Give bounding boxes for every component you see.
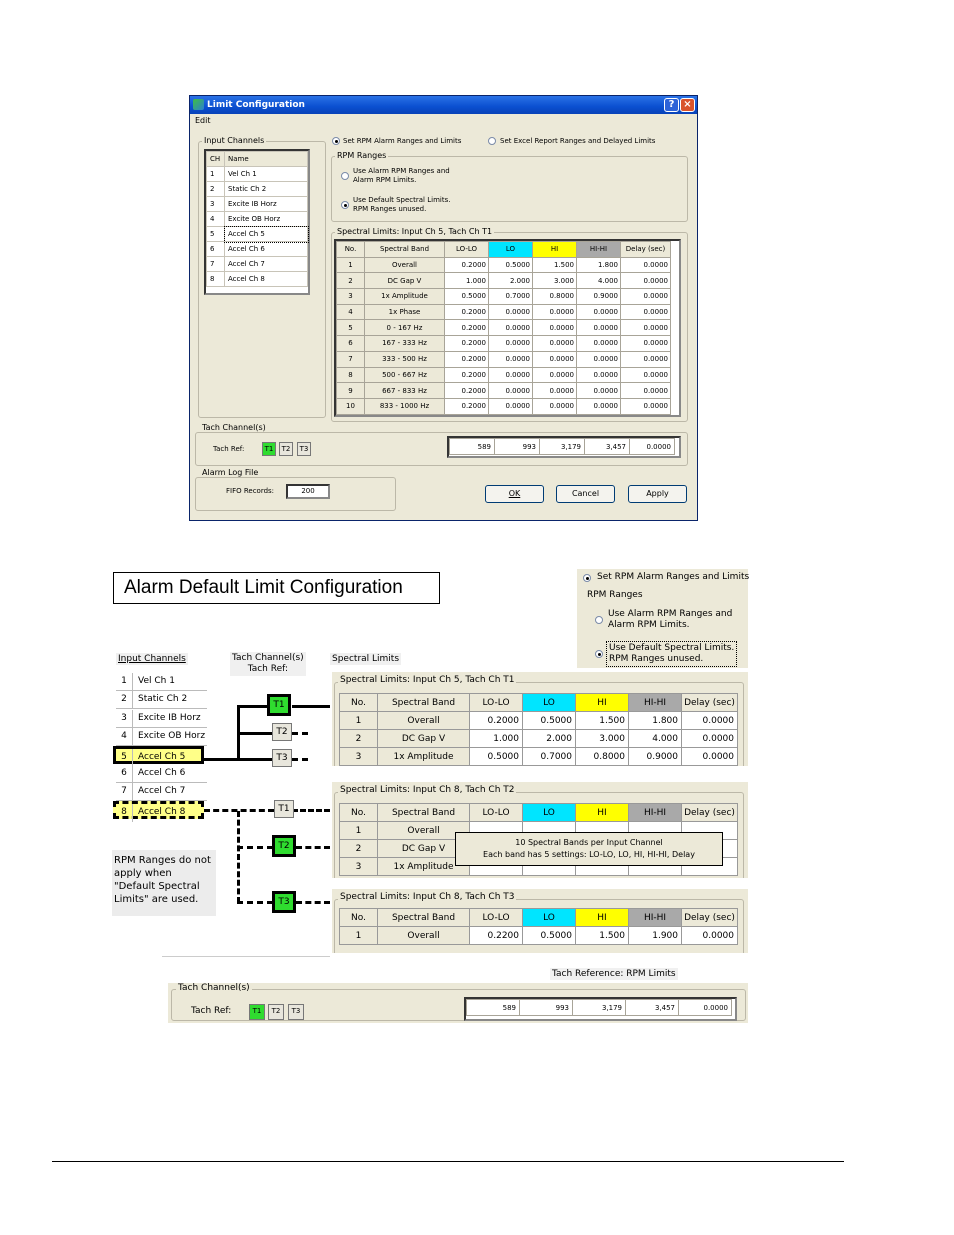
panel-header-cell: Delay (sec): [682, 694, 738, 712]
spectral-cell[interactable]: 0.5000: [489, 257, 533, 273]
panel-cell: 2.000: [523, 730, 576, 748]
channel-row[interactable]: [207, 167, 308, 182]
spectral-cell[interactable]: 0.0000: [577, 398, 621, 414]
spectral-cell[interactable]: 0.2000: [445, 367, 489, 383]
panel-cell: 0.0000: [682, 748, 738, 766]
spectral-row: [337, 320, 671, 336]
connector-t2-out: [292, 732, 308, 735]
spectral-cell[interactable]: 0.2000: [445, 383, 489, 399]
spectral-cell[interactable]: 0.0000: [621, 367, 671, 383]
diagram-channel-name: Vel Ch 1: [138, 676, 175, 686]
spectral-cell[interactable]: 0.0000: [621, 320, 671, 336]
panel-cell: 1.800: [629, 712, 682, 730]
diagram-channel-name: Accel Ch 8: [138, 807, 186, 818]
channel-name: Accel Ch 6: [225, 242, 308, 257]
spectral-cell[interactable]: 4.000: [577, 273, 621, 289]
fifo-records-input[interactable]: 200: [286, 484, 330, 499]
panel-header-cell: No.: [340, 804, 378, 822]
spectral-cell[interactable]: 0.0000: [621, 398, 671, 414]
spectral-cell[interactable]: 0.0000: [621, 273, 671, 289]
panel-cell: 1x Amplitude: [378, 748, 470, 766]
connector-t3-a: [237, 758, 273, 761]
spectral-cell[interactable]: 0.0000: [533, 304, 577, 320]
channel-name: Accel Ch 5: [225, 227, 308, 242]
spectral-cell: 6: [337, 336, 365, 352]
channel-name: Excite IB Horz: [225, 197, 308, 212]
spectral-cell[interactable]: 0.0000: [489, 351, 533, 367]
diagram-channel-row: [113, 746, 204, 764]
spectral-cell[interactable]: 0.0000: [621, 289, 671, 305]
diagram-channel-name: Excite IB Horz: [138, 712, 201, 723]
spectral-header-cell: HI: [533, 242, 577, 258]
channel-number: 5: [207, 227, 225, 242]
spectral-header-cell: LO-LO: [445, 242, 489, 258]
fifo-records-label: FIFO Records:: [226, 487, 275, 495]
spectral-cell: 3: [337, 289, 365, 305]
spectral-cell[interactable]: 0.0000: [489, 320, 533, 336]
diagram-tach-group-label: Tach Channel(s): [178, 983, 250, 993]
panel-header-cell: Delay (sec): [682, 909, 738, 927]
spectral-cell[interactable]: 0.0000: [489, 383, 533, 399]
set-excel-radio[interactable]: [488, 137, 496, 145]
connector-ch8-t1-out: [292, 809, 330, 812]
spectral-cell[interactable]: 0.0000: [621, 336, 671, 352]
panel-header-row: [340, 909, 738, 927]
spectral-cell[interactable]: 0.0000: [577, 320, 621, 336]
spectral-cell: 9: [337, 383, 365, 399]
panel-1-label: Spectral Limits: Input Ch 5, Tach Ch T1: [340, 675, 515, 685]
diagram-channel-row: [116, 783, 207, 801]
panel-header-cell: Delay (sec): [682, 804, 738, 822]
panel-cell: 0.8000: [576, 748, 629, 766]
channel-row[interactable]: [207, 212, 308, 227]
diagram-channel-name: Excite OB Horz: [138, 730, 206, 741]
panel-cell: 1.000: [470, 730, 523, 748]
node-t3: T3: [272, 749, 292, 767]
panel-cell: 0.5000: [523, 927, 576, 945]
close-icon[interactable]: ×: [680, 98, 695, 112]
diagram-channel-number: 3: [116, 710, 133, 728]
channel-row[interactable]: [207, 272, 308, 287]
spectral-header-cell: Delay (sec): [621, 242, 671, 258]
spectral-cell[interactable]: 0.0000: [489, 304, 533, 320]
diagram-channel-name: Accel Ch 5: [138, 752, 186, 763]
panel-2-label: Spectral Limits: Input Ch 8, Tach Ch T2: [340, 785, 515, 795]
panel-cell: 0.5000: [523, 712, 576, 730]
connector-t2-a: [237, 732, 273, 735]
diagram-channel-row: [116, 673, 207, 691]
spectral-row: [337, 257, 671, 273]
spectral-cell: 4: [337, 304, 365, 320]
panel-cell: Overall: [378, 822, 470, 840]
cancel-button[interactable]: Cancel: [556, 485, 615, 503]
spectral-cell[interactable]: 1.000: [445, 273, 489, 289]
panel-cell: 0.5000: [470, 748, 523, 766]
panel-row: [340, 927, 738, 945]
panel-row: [340, 730, 738, 748]
use-default-spectral-label: Use Default Spectral Limits. RPM Ranges unused.: [353, 196, 451, 213]
rpm-limit-cell[interactable]: 993: [520, 1000, 573, 1016]
spectral-cell[interactable]: 2.000: [489, 273, 533, 289]
panel-header-cell: LO: [523, 804, 576, 822]
panel-cell: Overall: [378, 712, 470, 730]
tach-reference-label: Tach Reference: RPM Limits: [552, 969, 676, 979]
diagram-input-channels-label: Input Channels: [118, 654, 186, 664]
app-icon: [193, 99, 204, 110]
panel-header-row: [340, 694, 738, 712]
rpm-limit-cell[interactable]: 589: [450, 439, 495, 455]
spectral-cell[interactable]: 0.0000: [621, 351, 671, 367]
spectral-cell[interactable]: 0.2000: [445, 351, 489, 367]
col-ch-header: CH: [207, 152, 225, 167]
divider: [162, 956, 330, 957]
panel-header-cell: HI: [576, 694, 629, 712]
diagram-use-alarm-radio: [595, 616, 603, 624]
spectral-cell[interactable]: 0.2000: [445, 336, 489, 352]
connector-ch8-t2: [237, 846, 273, 849]
spectral-cell: 833 - 1000 Hz: [365, 398, 445, 414]
channel-name: Excite OB Horz: [225, 212, 308, 227]
spectral-cell[interactable]: 0.7000: [489, 289, 533, 305]
spectral-row: [337, 304, 671, 320]
band-note: 10 Spectral Bands per Input Channel Each band has 5 settings: LO-LO, LO, HI, HI-HI, Delay: [455, 832, 723, 866]
diagram-channel-number: 2: [116, 691, 133, 709]
panel-row: [340, 748, 738, 766]
rpm-limit-cell[interactable]: 3,457: [585, 439, 630, 455]
spectral-cell[interactable]: 0.0000: [533, 320, 577, 336]
panel-header-cell: HI: [576, 804, 629, 822]
rpm-limit-cell[interactable]: 0.0000: [679, 1000, 732, 1016]
channel-row[interactable]: [207, 242, 308, 257]
panel-header-cell: No.: [340, 909, 378, 927]
diagram-set-rpm-radio: [583, 574, 591, 582]
channel-number: 6: [207, 242, 225, 257]
spectral-cell[interactable]: 0.0000: [489, 336, 533, 352]
spectral-cell: 1x Phase: [365, 304, 445, 320]
rpm-ranges-label: RPM Ranges: [337, 151, 387, 160]
panel-cell: 1.900: [629, 927, 682, 945]
spectral-cell[interactable]: 0.0000: [577, 336, 621, 352]
panel-cell: 4.000: [629, 730, 682, 748]
rpm-limit-cell[interactable]: 589: [467, 1000, 520, 1016]
set-rpm-radio[interactable]: [332, 137, 340, 145]
connector-ch5: [204, 758, 238, 761]
panel-cell: DC Gap V: [378, 840, 470, 858]
panel-cell: 3: [340, 858, 378, 876]
channel-row[interactable]: [207, 257, 308, 272]
diagram-title: Alarm Default Limit Configuration: [113, 572, 440, 604]
use-alarm-rpm-label: Use Alarm RPM Ranges and Alarm RPM Limits.: [353, 167, 450, 184]
spectral-cell[interactable]: 1.800: [577, 257, 621, 273]
spectral-header-cell: No.: [337, 242, 365, 258]
diagram-channel-number: 6: [116, 765, 133, 783]
spectral-cell: 167 - 333 Hz: [365, 336, 445, 352]
rpm-limit-cell[interactable]: 3,179: [573, 1000, 626, 1016]
channel-row[interactable]: [207, 182, 308, 197]
diagram-tach-t3: T3: [288, 1004, 304, 1020]
spectral-cell[interactable]: 0.0000: [533, 367, 577, 383]
panel-header-cell: Spectral Band: [378, 694, 470, 712]
spectral-cell: 667 - 833 Hz: [365, 383, 445, 399]
diagram-spectral-limits-label: Spectral Limits: [332, 654, 400, 664]
diagram-channel-row: [116, 728, 207, 746]
node-ch8-t1: T1: [274, 800, 294, 818]
page-footer-rule: [52, 1161, 844, 1162]
panel-cell: 1x Amplitude: [378, 858, 470, 876]
spectral-row: [337, 383, 671, 399]
node-t2: T2: [272, 723, 292, 741]
node-ch8-t2-active: T2: [272, 835, 296, 857]
use-alarm-rpm-radio[interactable]: [341, 172, 349, 180]
spectral-cell: 10: [337, 398, 365, 414]
channel-number: 8: [207, 272, 225, 287]
panel-cell: 0.2000: [470, 712, 523, 730]
panel-cell: 3.000: [576, 730, 629, 748]
panel-cell: 3: [340, 748, 378, 766]
panel-cell: 0.2200: [470, 927, 523, 945]
panel-header-cell: Spectral Band: [378, 909, 470, 927]
connector-t1: [237, 705, 267, 708]
spectral-row: [337, 273, 671, 289]
channel-name: Accel Ch 8: [225, 272, 308, 287]
channel-number: 3: [207, 197, 225, 212]
spectral-cell: 1: [337, 257, 365, 273]
connector-t3-out: [292, 758, 308, 761]
panel-header-cell: LO-LO: [470, 694, 523, 712]
spectral-cell[interactable]: 0.8000: [533, 289, 577, 305]
spectral-cell[interactable]: 0.0000: [533, 351, 577, 367]
spectral-row: [337, 336, 671, 352]
panel-cell: 0.0000: [682, 712, 738, 730]
diagram-tach-channels-label: Tach Channel(s) Tach Ref:: [232, 653, 304, 674]
tach-t3-button[interactable]: T3: [297, 442, 311, 456]
col-name-header: Name: [225, 152, 308, 167]
spectral-cell[interactable]: 0.0000: [577, 304, 621, 320]
spectral-cell[interactable]: 0.0000: [577, 351, 621, 367]
spectral-cell: 500 - 667 Hz: [365, 367, 445, 383]
spectral-cell: 8: [337, 367, 365, 383]
panel-header-cell: HI-HI: [629, 909, 682, 927]
spectral-row: [337, 367, 671, 383]
help-button[interactable]: ?: [664, 98, 679, 112]
input-channels-label: Input Channels: [204, 136, 265, 145]
diagram-panel-1: [332, 672, 748, 766]
spectral-cell[interactable]: 0.0000: [577, 383, 621, 399]
diagram-tach-panel: [168, 983, 748, 1023]
diagram-rpm-ranges-label: RPM Ranges: [587, 590, 643, 600]
panel-cell: 2: [340, 840, 378, 858]
spectral-cell[interactable]: 0.0000: [533, 383, 577, 399]
panel-header-cell: Spectral Band: [378, 804, 470, 822]
spectral-header-cell: LO: [489, 242, 533, 258]
tach-channels-label: Tach Channel(s): [202, 423, 266, 432]
diagram-tach-rpm-limits: [464, 997, 737, 1021]
spectral-cell[interactable]: 1.500: [533, 257, 577, 273]
panel-header-cell: HI-HI: [629, 804, 682, 822]
diagram-channel-name: Accel Ch 7: [138, 785, 186, 796]
diagram-tach-t1: T1: [249, 1004, 265, 1020]
panel-cell: 0.9000: [629, 748, 682, 766]
panel-cell: 1: [340, 822, 378, 840]
spectral-cell[interactable]: 0.0000: [621, 257, 671, 273]
panel-cell: 0.7000: [523, 748, 576, 766]
diagram-panel-3: [332, 889, 748, 953]
diagram-channel-number: 8: [116, 804, 133, 822]
channel-number: 2: [207, 182, 225, 197]
panel-header-cell: LO: [523, 909, 576, 927]
panel-row: [340, 712, 738, 730]
node-ch8-t3-active: T3: [272, 891, 296, 913]
spectral-cell: 7: [337, 351, 365, 367]
window-title: Limit Configuration: [207, 100, 305, 110]
rpm-limit-cell[interactable]: 993: [495, 439, 540, 455]
panel-cell: 1.500: [576, 927, 629, 945]
connector-ch8-t2-out: [296, 846, 330, 849]
panel-header-row: [340, 804, 738, 822]
spectral-header-cell: Spectral Band: [365, 242, 445, 258]
diagram-use-alarm-label: Use Alarm RPM Ranges and Alarm RPM Limits.: [608, 609, 733, 630]
panel-header-cell: LO: [523, 694, 576, 712]
spectral-cell: 5: [337, 320, 365, 336]
limit-configuration-window: [189, 95, 698, 521]
rpm-limit-cell[interactable]: 0.0000: [630, 439, 675, 455]
tach-rpm-limits[interactable]: [447, 436, 681, 458]
spectral-cell: Overall: [365, 257, 445, 273]
panel-cell: 1.500: [576, 712, 629, 730]
spectral-cell[interactable]: 0.0000: [533, 336, 577, 352]
spectral-cell[interactable]: 0.0000: [489, 367, 533, 383]
diagram-channel-number: 1: [116, 673, 133, 691]
panel-cell: 0.0000: [682, 730, 738, 748]
channel-number: 4: [207, 212, 225, 227]
channel-name: Accel Ch 7: [225, 257, 308, 272]
title-bar: [190, 96, 697, 114]
node-t1-active: T1: [267, 694, 291, 716]
diagram-channel-number: 4: [116, 728, 133, 746]
diagram-channel-row: [116, 710, 207, 728]
spectral-header-row: [337, 242, 671, 258]
panel-cell: 1: [340, 927, 378, 945]
rpm-ranges-note: RPM Ranges do not apply when "Default Spectral Limits" are used.: [112, 850, 216, 916]
spectral-cell[interactable]: 0.0000: [533, 398, 577, 414]
spectral-row: [337, 289, 671, 305]
spectral-cell[interactable]: 0.5000: [445, 289, 489, 305]
rpm-limit-cell[interactable]: 3,179: [540, 439, 585, 455]
panel-cell: Overall: [378, 927, 470, 945]
channel-name: Static Ch 2: [225, 182, 308, 197]
spectral-cell[interactable]: 0.2000: [445, 398, 489, 414]
diagram-tach-ref-label: Tach Ref:: [191, 1006, 232, 1016]
diagram-rpm-ranges-panel: [577, 569, 748, 668]
diagram-channel-name: Accel Ch 6: [138, 767, 186, 778]
channel-row[interactable]: [207, 197, 308, 212]
panel-header-cell: HI-HI: [629, 694, 682, 712]
panel-header-cell: LO-LO: [470, 804, 523, 822]
channel-name: Vel Ch 1: [225, 167, 308, 182]
spectral-cell[interactable]: 0.2000: [445, 304, 489, 320]
panel-cell: DC Gap V: [378, 730, 470, 748]
spectral-cell[interactable]: 0.0000: [621, 304, 671, 320]
tach-t1-button[interactable]: T1: [262, 442, 276, 456]
spectral-row: [337, 351, 671, 367]
diagram-channel-row: [116, 691, 207, 709]
connector-ch8-t3-out: [296, 901, 330, 904]
use-default-spectral-radio[interactable]: [341, 201, 349, 209]
spectral-row: [337, 398, 671, 414]
tach-ref-label: Tach Ref:: [213, 445, 245, 453]
spectral-cell[interactable]: 0.0000: [577, 367, 621, 383]
connector-ch8-trunk: [237, 811, 240, 903]
spectral-cell[interactable]: 0.0000: [489, 398, 533, 414]
diagram-set-rpm-label: Set RPM Alarm Ranges and Limits: [597, 572, 750, 582]
spectral-cell[interactable]: 0.9000: [577, 289, 621, 305]
channel-number: 7: [207, 257, 225, 272]
apply-button[interactable]: Apply: [628, 485, 687, 503]
panel-cell: 1: [340, 712, 378, 730]
panel-cell: 2: [340, 730, 378, 748]
spectral-cell: DC Gap V: [365, 273, 445, 289]
spectral-cell: 0 - 167 Hz: [365, 320, 445, 336]
diagram-channel-row: [116, 765, 207, 783]
diagram-use-default-label: Use Default Spectral Limits. RPM Ranges unused.: [606, 641, 737, 667]
panel-header-cell: LO-LO: [470, 909, 523, 927]
spectral-cell: 2: [337, 273, 365, 289]
spectral-cell[interactable]: 0.2000: [445, 257, 489, 273]
panel-3-label: Spectral Limits: Input Ch 8, Tach Ch T3: [340, 892, 515, 902]
spectral-cell[interactable]: 0.2000: [445, 320, 489, 336]
menu-edit[interactable]: Edit: [195, 116, 211, 125]
tach-t2-button[interactable]: T2: [279, 442, 293, 456]
channel-number: 1: [207, 167, 225, 182]
spectral-cell[interactable]: 3.000: [533, 273, 577, 289]
input-channels-list[interactable]: [204, 149, 310, 295]
panel-header-cell: HI: [576, 909, 629, 927]
spectral-cell[interactable]: 0.0000: [621, 383, 671, 399]
diagram-channel-number: 5: [116, 749, 133, 767]
diagram-channel-row: [113, 801, 204, 819]
connector-t1-out: [292, 705, 330, 708]
diagram-channel-name: Static Ch 2: [138, 694, 188, 705]
spectral-cell: 333 - 500 Hz: [365, 351, 445, 367]
ok-button[interactable]: OK: [485, 485, 544, 503]
channel-row[interactable]: [207, 227, 308, 242]
rpm-limit-cell[interactable]: 3,457: [626, 1000, 679, 1016]
set-excel-label: Set Excel Report Ranges and Delayed Limits: [500, 137, 656, 145]
diagram-use-default-radio: [595, 650, 603, 658]
menu-bar: [190, 114, 697, 126]
spectral-header-cell: HI-HI: [577, 242, 621, 258]
alarm-log-label: Alarm Log File: [202, 468, 259, 477]
panel-header-cell: No.: [340, 694, 378, 712]
diagram-tach-t2: T2: [268, 1004, 284, 1020]
spectral-cell: 1x Amplitude: [365, 289, 445, 305]
spectral-limits-grid[interactable]: [334, 239, 681, 417]
panel-cell: 0.0000: [682, 927, 738, 945]
diagram-channel-number: 7: [116, 783, 133, 801]
connector-ch8-t3: [237, 901, 273, 904]
set-rpm-label: Set RPM Alarm Ranges and Limits: [343, 137, 462, 145]
spectral-limits-label: Spectral Limits: Input Ch 5, Tach Ch T1: [337, 227, 493, 236]
